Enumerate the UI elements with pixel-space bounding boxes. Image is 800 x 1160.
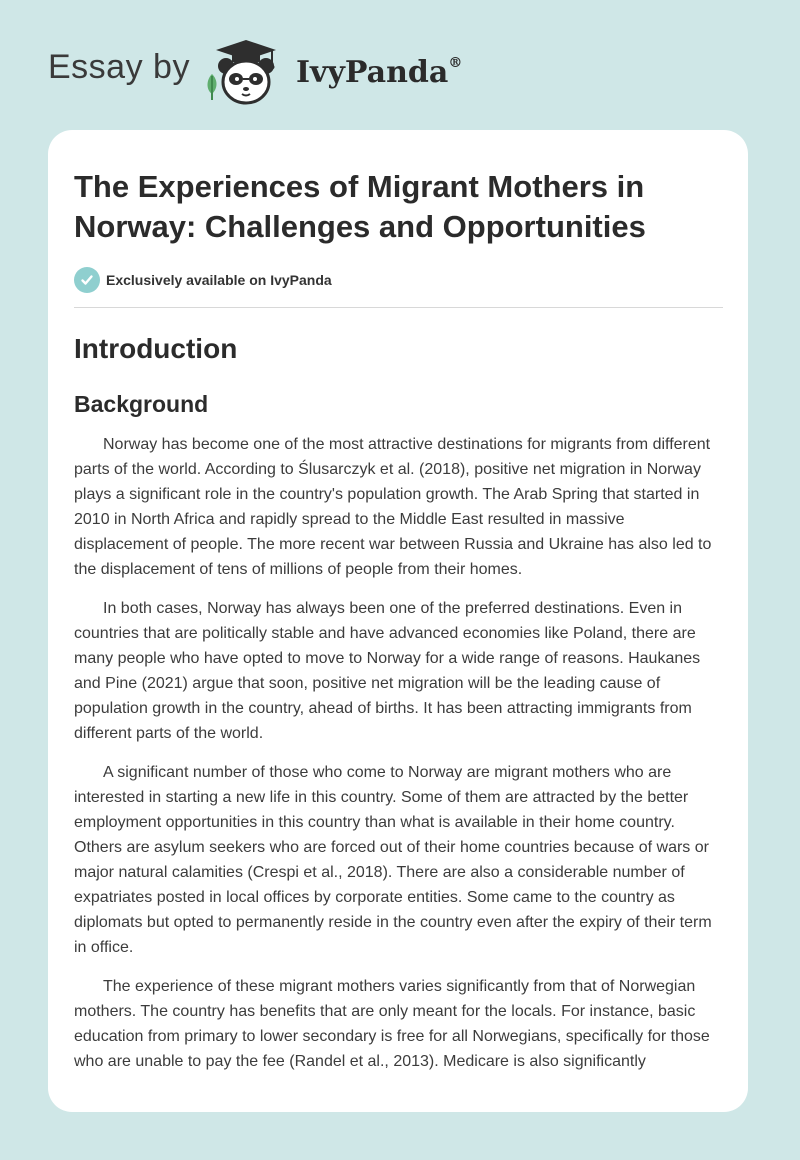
page-title: The Experiences of Migrant Mothers in Norway: Challenges and Opportunities [74,169,646,244]
paragraph: In both cases, Norway has always been one of the preferred destinations. Even in countries that are politically stable and have advanced economies like Poland, there are many people who have opted to move to Norway for a wide range of reasons. Haukanes and Pine (2021) argue that soon, positive net migration will be the leading cause of population growth in the country, ahead of births. It has been attracting immigrants from different parts of the world. [74,600,701,742]
divider [74,307,723,308]
brand-name[interactable]: IvyPanda® [296,55,463,90]
article-card [48,130,748,1112]
section-heading: Introduction [74,333,238,364]
paragraph: Norway has become one of the most attractive destinations for migrants from different parts of the world. According to Ślusarczyk et al. (2018), positive net migration in Norway plays a significant role in the country's population growth. The Arab Spring that started in 2010 in North Africa and rapidly spread to the Middle East resulted in massive displacement of people. The more recent war between Russia and Ukraine has also led to the displacement of tens of millions of people from their homes. [74,436,712,578]
exclusive-badge [74,267,723,293]
panda-graduate-icon[interactable] [198,36,290,110]
registered-mark: ® [448,55,463,71]
exclusive-label: Exclusively available on IvyPanda [106,272,332,288]
paragraph: The experience of these migrant mothers varies significantly from that of Norwegian mothers. The country has benefits that are only meant for the locals. For instance, basic education from primary to lower secondary is free for all Norwegians, specifically for those who are unable to pay the fee (Randel et al., 2013). Medicare is also significantly [74,978,710,1070]
subsection-heading: Background [74,391,209,417]
article-content [74,130,723,1074]
check-circle-icon [74,267,100,293]
paragraph: A significant number of those who come to Norway are migrant mothers who are interested in starting a new life in this country. Some of them are attracted by the better employment opportunities in this country than what is available in their home country. Others are asylum seekers who are forced out of their home countries because of wars or major natural calamities (Crespi et al., 2018). There are also a considerable number of expatriates posted in local offices by corporate entities. Some came to the country as diplomats but opted to permanently reside in the country even after the expiry of their term in office. [74,764,712,956]
site-header [0,0,800,128]
essay-by-label: Essay by [48,48,190,86]
